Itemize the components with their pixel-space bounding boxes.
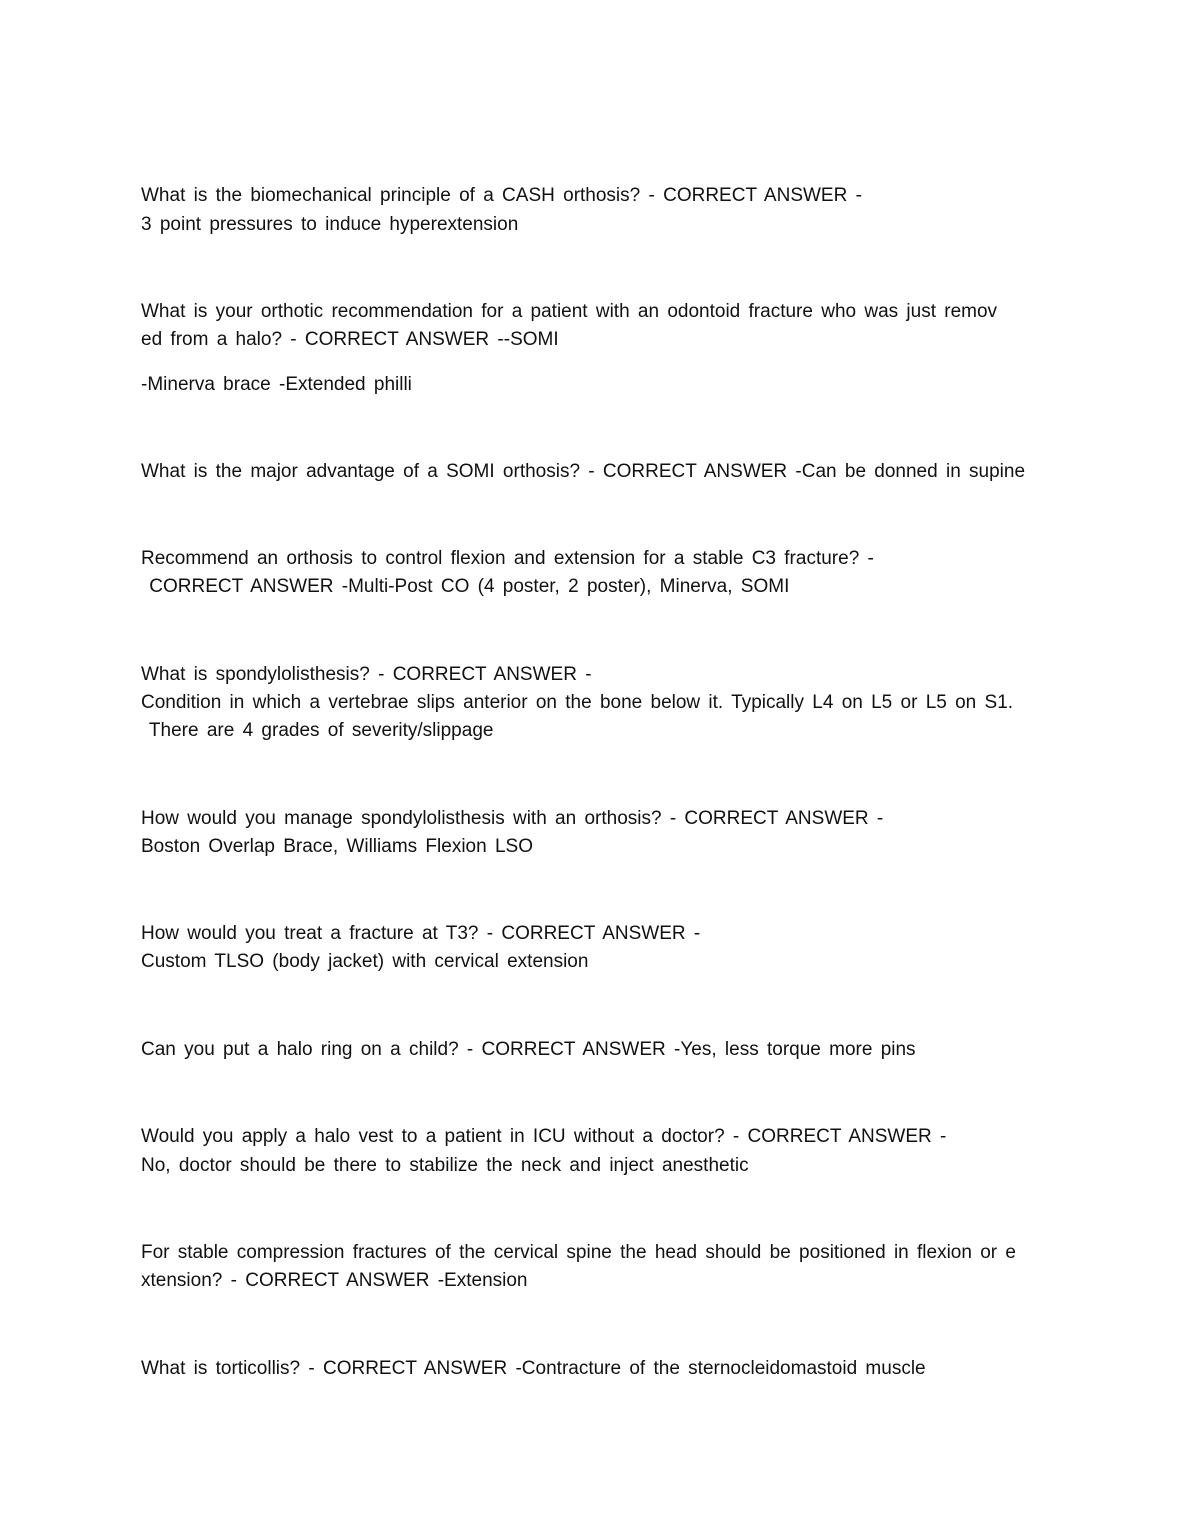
qa-9-question-line: Would you apply a halo vest to a patient in ICU without a doctor? - CORRECT ANSWER - [141, 1126, 947, 1147]
qa-2-answer-line: ed from a halo? - CORRECT ANSWER --SOMI [141, 329, 559, 350]
qa-10-question-line: For stable compression fractures of the cervical spine the head should be positioned in flexion or e [141, 1242, 1016, 1263]
qa-9-answer-line: No, doctor should be there to stabilize the neck and inject anesthetic [141, 1155, 749, 1176]
qa-6-question-line: How would you manage spondylolisthesis with an orthosis? - CORRECT ANSWER - [141, 808, 884, 829]
qa-7-question-line: How would you treat a fracture at T3? - CORRECT ANSWER - [141, 923, 701, 944]
qa-6-answer-line: Boston Overlap Brace, Williams Flexion LSO [141, 836, 533, 857]
qa-1-question-line: What is the biomechanical principle of a CASH orthosis? - CORRECT ANSWER - [141, 185, 862, 206]
qa-2-answer-line: -Minerva brace -Extended philli [141, 374, 412, 395]
qa-7-answer-line: Custom TLSO (body jacket) with cervical extension [141, 951, 589, 972]
qa-5-answer-line: Condition in which a vertebrae slips anterior on the bone below it. Typically L4 on L5 or L5 on S1. [141, 692, 1014, 713]
qa-2-question-line: What is your orthotic recommendation for a patient with an odontoid fracture who was just remov [141, 301, 998, 322]
qa-4-question-line: Recommend an orthosis to control flexion and extension for a stable C3 fracture? - [141, 548, 874, 569]
qa-1-answer-line: 3 point pressures to induce hyperextension [141, 214, 519, 235]
qa-5-answer-line: There are 4 grades of severity/slippage [141, 720, 494, 741]
qa-5-question-line: What is spondylolisthesis? - CORRECT ANSWER - [141, 664, 592, 685]
qa-4-answer-line: CORRECT ANSWER -Multi-Post CO (4 poster, 2 poster), Minerva, SOMI [141, 576, 790, 597]
qa-10-answer-line: xtension? - CORRECT ANSWER -Extension [141, 1270, 528, 1291]
qa-11-question-line: What is torticollis? - CORRECT ANSWER -Contracture of the sternocleidomastoid muscle [141, 1358, 926, 1379]
qa-8-question-line: Can you put a halo ring on a child? - CORRECT ANSWER -Yes, less torque more pins [141, 1039, 916, 1060]
qa-3-question-line: What is the major advantage of a SOMI orthosis? - CORRECT ANSWER -Can be donned in supine [141, 461, 1026, 482]
